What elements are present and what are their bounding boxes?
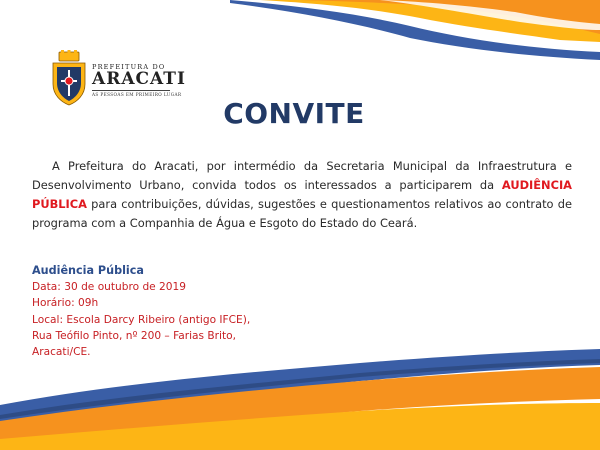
logo-prefeitura-text: PREFEITURA DO [92,63,166,71]
paragraph-highlight: AUDIÊNCIA PÚBLICA [32,178,572,211]
logo-city-name: ARACATI [92,69,186,89]
page-title: CONVITE [223,97,365,130]
details-date: Data: 30 de outubro de 2019 [32,281,187,294]
logo-tagline: AS PESSOAS EM PRIMEIRO LUGAR [92,92,182,97]
paragraph-text-end: para contribuições, dúvidas, sugestões e questionamentos relativos ao contrato de programa com a Companhia de Água e Esgoto do Estado do Ceará. [32,197,572,230]
details-time: Horário: 09h [32,297,99,310]
details-heading: Audiência Pública [32,264,144,277]
details-location: Local: Escola Darcy Ribeiro (antigo IFCE), [32,313,251,326]
invitation-paragraph [32,157,572,233]
event-details [32,263,250,360]
details-city: Aracati/CE. [32,346,91,359]
details-address: Rua Teófilo Pinto, nº 200 – Farias Brito, [32,329,236,342]
logo-divider [92,90,170,91]
bottom-wave-decoration [0,345,600,450]
paragraph-text-start: A Prefeitura do Aracati, por intermédio da Secretaria Municipal da Infraestrutura e Desenvolvimento Urbano, convida todos os interessados a participarem da [32,159,572,192]
